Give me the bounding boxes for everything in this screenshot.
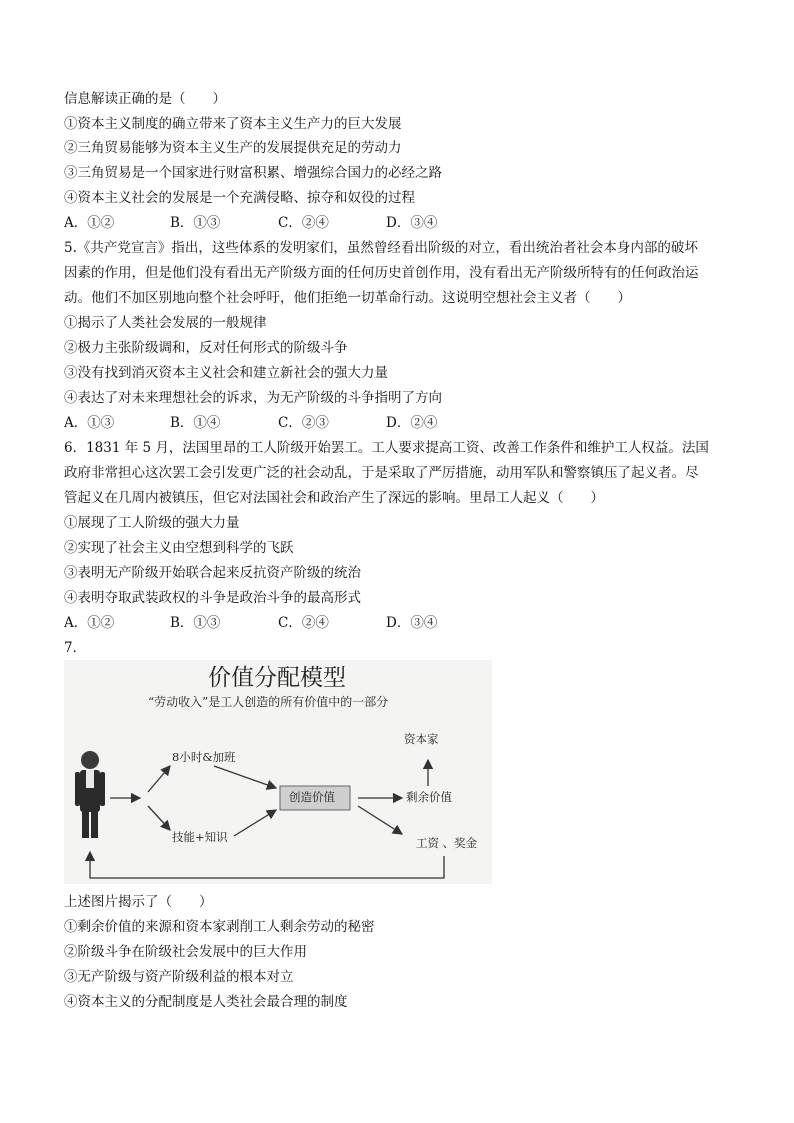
q6-line-3: 管起义在几周内被镇压，但它对法国社会和政治产生了深远的影响。里昂工人起义（ ）	[64, 490, 604, 506]
q4-option-b[interactable]: B．①③	[170, 215, 221, 231]
figure-title: 价值分配模型	[208, 665, 346, 691]
q7-item-1: ①剩余价值的来源和资本家剥削工人剩余劳动的秘密	[64, 919, 375, 935]
capitalist-label: 资本家	[404, 732, 439, 746]
q5-item-2: ②极力主张阶级调和，反对任何形式的阶级斗争	[64, 340, 348, 356]
q5-line-3: 动。他们不加区别地向整个社会呼吁，他们拒绝一切革命行动。这说明空想社会主义者（ ）	[64, 290, 631, 306]
q4-option-a[interactable]: A．①②	[64, 215, 115, 231]
q5-option-a[interactable]: A．①③	[64, 415, 115, 431]
q5-option-c[interactable]: C．②③	[278, 415, 329, 431]
q7-item-2: ②阶级斗争在阶级社会发展中的巨大作用	[64, 944, 307, 960]
figure-subtitle: “劳动收入”是工人创造的所有价值中的一部分	[148, 695, 389, 709]
q6-item-1: ①展现了工人阶级的强大力量	[64, 515, 240, 531]
q5-item-1: ①揭示了人类社会发展的一般规律	[64, 315, 267, 331]
surplus-value-label: 剩余价值	[406, 790, 452, 804]
arrow-wages-back-to-worker	[90, 852, 444, 878]
q6-item-2: ②实现了社会主义由空想到科学的飞跃	[64, 540, 294, 556]
arrow-skills-to-create	[234, 810, 276, 836]
value-distribution-figure	[64, 660, 492, 884]
hours-label: 8小时&加班	[172, 750, 236, 764]
worker-figure	[75, 751, 105, 838]
q5-item-3: ③没有找到消灭资本主义社会和建立新社会的强大力量	[64, 365, 388, 381]
skills-label: 技能+知识	[172, 830, 228, 844]
q6-option-d[interactable]: D．③④	[386, 615, 438, 631]
q5-item-4: ④表达了对未来理想社会的诉求，为无产阶级的斗争指明了方向	[64, 390, 442, 406]
q4-stem: 信息解读正确的是（ ）	[64, 91, 226, 107]
q5-option-b[interactable]: B．①④	[170, 415, 221, 431]
q7-stem: 上述图片揭示了（ ）	[64, 894, 213, 910]
arrow-to-skills	[148, 806, 170, 830]
arrow-to-hours	[148, 766, 170, 792]
q4-option-c[interactable]: C．②④	[278, 215, 329, 231]
q5-line-1: 5.《共产党宣言》指出，这些体系的发明家们，虽然曾经看出阶级的对立，看出统治者社会本身内部的破坏	[64, 240, 698, 256]
q6-option-c[interactable]: C．②④	[278, 615, 329, 631]
q4-item-1: ①资本主义制度的确立带来了资本主义生产力的巨大发展	[64, 116, 402, 132]
q6-item-3: ③表明无产阶级开始联合起来反抗资产阶级的统治	[64, 565, 361, 581]
q4-item-2: ②三角贸易能够为资本主义生产的发展提供充足的劳动力	[64, 140, 402, 156]
q6-option-b[interactable]: B．①③	[170, 615, 221, 631]
arrow-hours-to-create	[214, 766, 276, 788]
q6-option-a[interactable]: A．①②	[64, 615, 115, 631]
q7-item-4: ④资本主义的分配制度是人类社会最合理的制度	[64, 994, 348, 1010]
wages-label: 工资 、奖金	[416, 836, 478, 850]
q7-item-3: ③无产阶级与资产阶级利益的根本对立	[64, 969, 294, 985]
q4-item-4: ④资本主义社会的发展是一个充满侵略、掠夺和奴役的过程	[64, 190, 415, 206]
arrow-to-wages	[358, 806, 402, 834]
q5-option-d[interactable]: D．②④	[386, 415, 438, 431]
q4-item-3: ③三角贸易是一个国家进行财富积累、增强综合国力的必经之路	[64, 165, 442, 181]
create-value-label: 创造价值	[289, 790, 335, 804]
q6-line-2: 政府非常担心这次罢工会引发更广泛的社会动乱，于是采取了严厉措施，动用军队和警察镇压了起义者。尽	[64, 465, 699, 481]
q7-number: 7．	[64, 640, 87, 656]
q6-line-1: 6．1831 年 5 月，法国里昂的工人阶级开始罢工。工人要求提高工资、改善工作条件和维护工人权益。法国	[64, 440, 709, 456]
q4-option-d[interactable]: D．③④	[386, 215, 438, 231]
q5-line-2: 因素的作用，但是他们没有看出无产阶级方面的任何历史首创作用，没有看出无产阶级所特有的任何政治运	[64, 265, 699, 281]
q6-item-4: ④表明夺取武装政权的斗争是政治斗争的最高形式	[64, 590, 361, 606]
